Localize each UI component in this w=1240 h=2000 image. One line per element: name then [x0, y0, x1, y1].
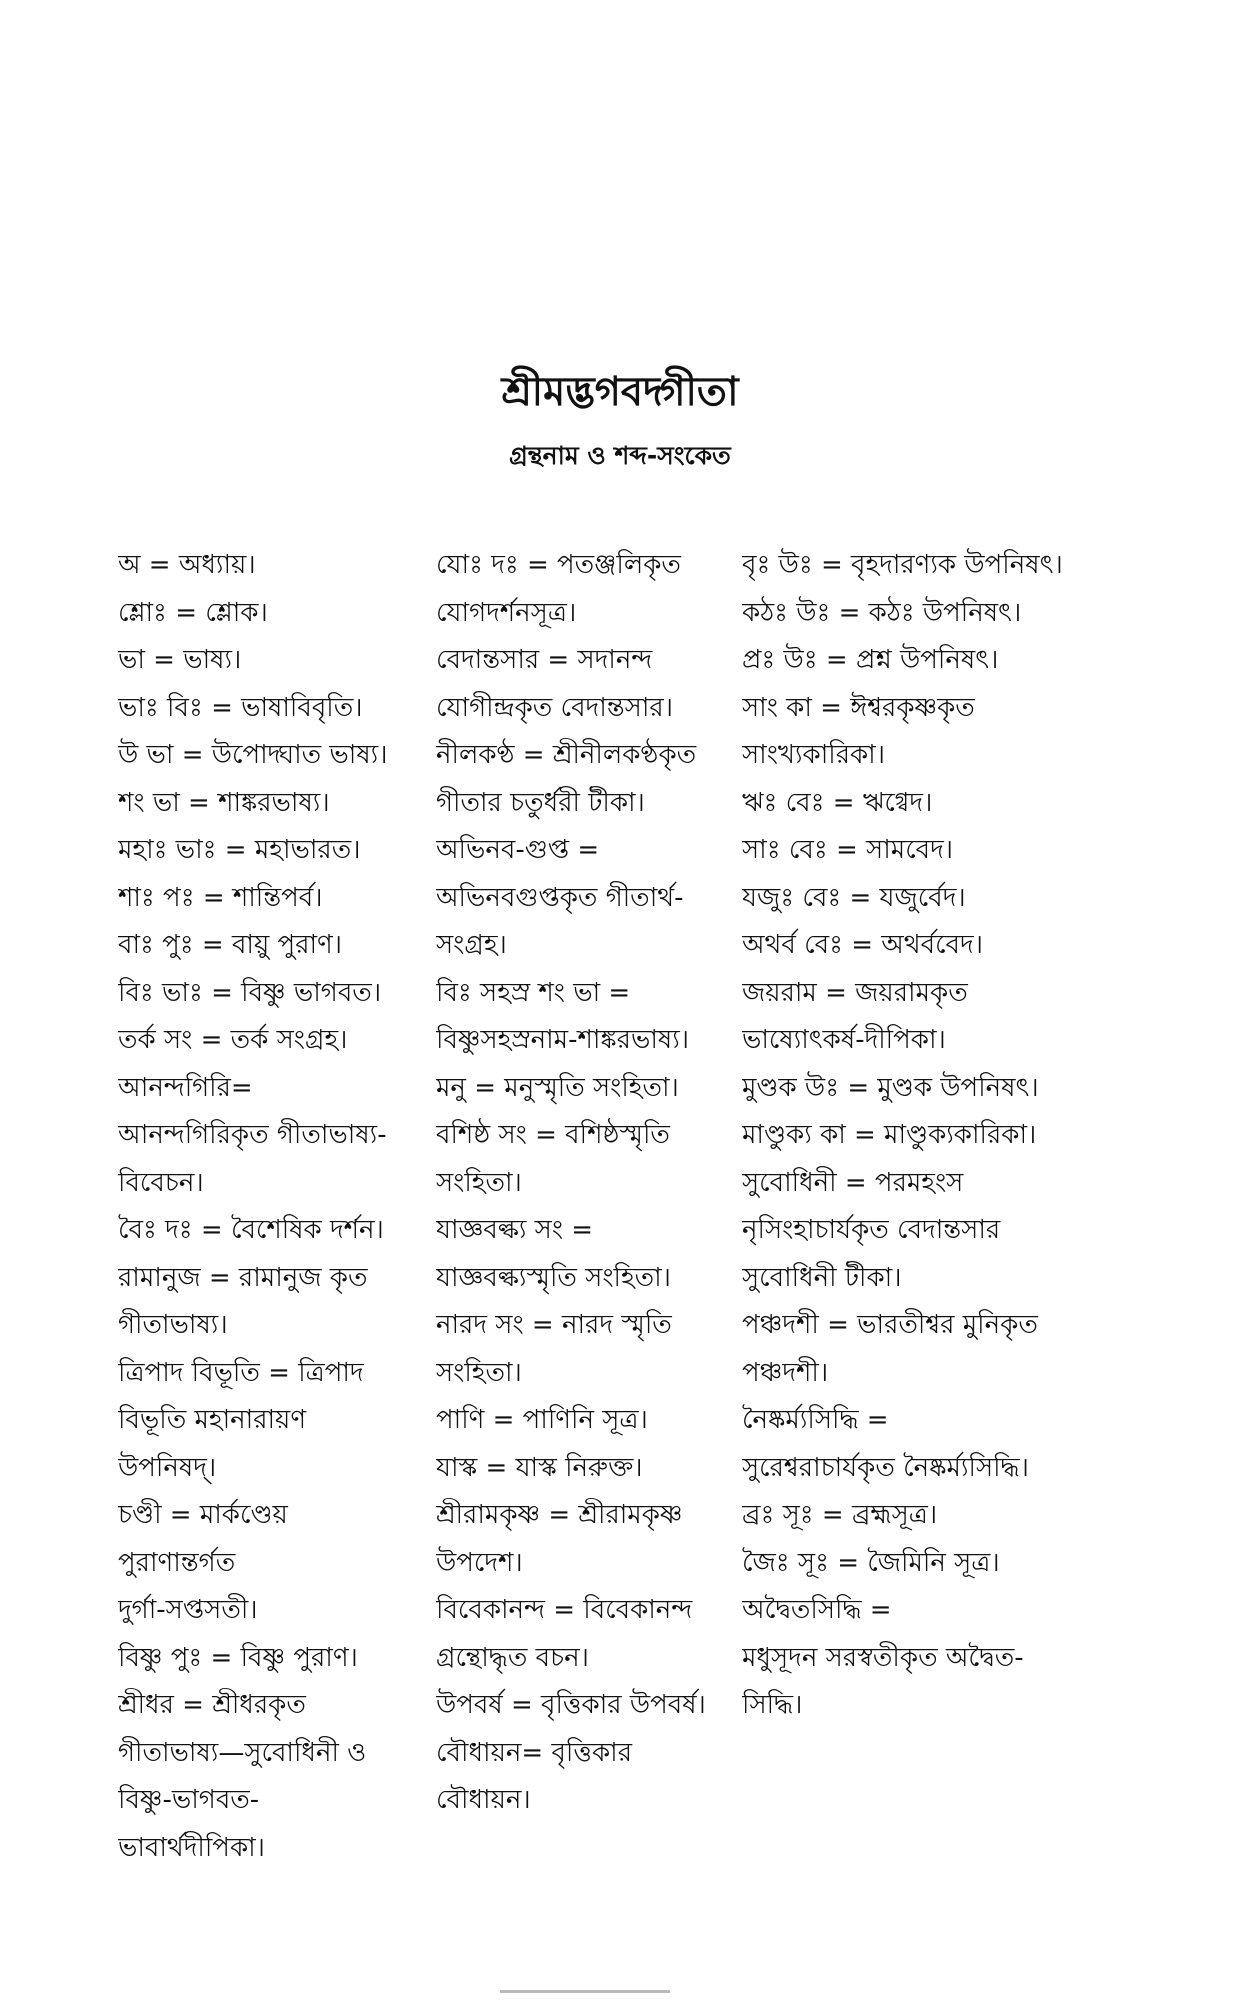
abbreviation-line: সুবোধিনী = পরমহংস — [742, 1167, 964, 1198]
abbreviation-line: বশিষ্ঠ সং = বশিষ্ঠস্মৃতি — [436, 1120, 670, 1150]
abbreviation-line: উপদেশ। — [436, 1547, 523, 1578]
abbreviation-line: নৈষ্কর্ম্যসিদ্ধি = — [742, 1405, 889, 1435]
abbreviation-line: বিবেকানন্দ = বিবেকানন্দ — [436, 1595, 693, 1625]
abbreviation-line: যোগদর্শনসূত্র। — [436, 597, 577, 628]
abbreviation-line: বিষ্ণু-ভাগবত- — [118, 1785, 260, 1815]
abbreviation-line: মহাঃ ভাঃ = মহাভারত। — [118, 835, 361, 865]
abbreviation-column-3 — [742, 542, 1122, 1730]
abbreviation-line: উ ভা = উপোদ্ঘাত ভাষ্য। — [118, 740, 388, 770]
abbreviation-line: উপনিষদ্। — [118, 1452, 217, 1483]
abbreviation-line: শং ভা = শাঙ্করভাষ্য। — [118, 787, 330, 818]
abbreviation-line: যজুঃ বেঃ = যজুর্বেদ। — [742, 882, 966, 913]
abbreviation-line: মধুসূদন সরস্বতীকৃত অদ্বৈত- — [742, 1642, 1024, 1673]
abbreviation-line: চণ্ডী = মার্কণ্ডেয় — [118, 1500, 288, 1530]
abbreviation-line: সংগ্রহ। — [436, 930, 507, 960]
abbreviation-line: বাঃ পুঃ = বায়ু পুরাণ। — [118, 930, 343, 960]
abbreviation-line: শাঃ পঃ = শান্তিপর্ব। — [118, 882, 323, 913]
abbreviation-line: ব্রঃ সূঃ = ব্রহ্মসূত্র। — [742, 1500, 938, 1530]
abbreviation-line: যাস্ক = যাস্ক নিরুক্ত। — [436, 1452, 643, 1483]
abbreviation-line: বিষ্ণুসহস্রনাম-শাঙ্করভাষ্য। — [436, 1025, 690, 1055]
page-subtitle: গ্রন্থনাম ও শব্দ-সংকেত — [509, 441, 731, 470]
abbreviation-column-2 — [436, 542, 748, 1825]
abbreviation-line: নৃসিংহাচার্যকৃত বেদান্তসার — [742, 1215, 1001, 1245]
abbreviation-line: পঞ্চদশী। — [742, 1357, 829, 1388]
abbreviation-line: বিষ্ণু পুঃ = বিষ্ণু পুরাণ। — [118, 1642, 358, 1673]
abbreviation-line: বিভূতি মহানারায়ণ — [118, 1405, 307, 1435]
abbreviation-line: আনন্দগিরিকৃত গীতাভাষ্য- — [118, 1120, 387, 1150]
abbreviation-line: যাজ্ঞবল্ক্যস্মৃতি সংহিতা। — [436, 1262, 671, 1293]
abbreviation-line: বৈঃ দঃ = বৈশেষিক দর্শন। — [118, 1215, 384, 1245]
abbreviation-line: মুণ্ডক উঃ = মুণ্ডক উপনিষৎ। — [742, 1072, 1039, 1103]
abbreviation-line: ত্রিপাদ বিভূতি = ত্রিপাদ — [118, 1357, 364, 1388]
abbreviation-line: অভিনব-গুপ্ত = — [436, 835, 600, 865]
abbreviation-line: গীতাভাষ্য—সুবোধিনী ও — [118, 1737, 367, 1768]
abbreviation-line: নারদ সং = নারদ স্মৃতি — [436, 1310, 672, 1340]
abbreviation-line: সাংখ্যকারিকা। — [742, 740, 886, 770]
abbreviation-line: ঋঃ বেঃ = ঋগ্বেদ। — [742, 787, 933, 818]
abbreviation-line: মাণ্ডুক্য কা = মাণ্ডুক্যকারিকা। — [742, 1120, 1037, 1150]
abbreviation-line: দুর্গা-সপ্তসতী। — [118, 1595, 258, 1625]
abbreviation-line: সুরেশ্বরাচার্যকৃত নৈষ্কর্ম্যসিদ্ধি। — [742, 1452, 1029, 1483]
abbreviation-line: গীতার চতুর্ধরী টীকা। — [436, 787, 645, 818]
abbreviation-line: পুরাণান্তর্গত — [118, 1547, 236, 1578]
abbreviation-line: অভিনবগুপ্তকৃত গীতার্থ- — [436, 882, 684, 913]
abbreviation-line: অ = অধ্যায়। — [118, 550, 256, 580]
abbreviation-line: বিঃ ভাঃ = বিষ্ণু ভাগবত। — [118, 977, 382, 1008]
abbreviation-line: ভাবার্থদীপিকা। — [118, 1832, 265, 1863]
abbreviation-line: যোগীন্দ্রকৃত বেদান্তসার। — [436, 692, 673, 723]
abbreviation-line: শ্রীরামকৃষ্ণ = শ্রীরামকৃষ্ণ — [436, 1500, 683, 1530]
abbreviation-line: উপবর্ষ = বৃত্তিকার উপবর্ষ। — [436, 1690, 706, 1720]
abbreviation-line: যাজ্ঞবল্ক্য সং = — [436, 1215, 594, 1245]
abbreviation-line: শ্লোঃ = শ্লোক। — [118, 597, 268, 628]
abbreviation-line: নীলকণ্ঠ = শ্রীনীলকণ্ঠকৃত — [436, 740, 697, 770]
abbreviation-line: বেদান্তসার = সদানন্দ — [436, 645, 653, 675]
abbreviation-line: পাণি = পাণিনি সূত্র। — [436, 1405, 648, 1435]
abbreviation-line: বৌধায়ন। — [436, 1785, 531, 1815]
abbreviation-line: জয়রাম = জয়রামকৃত — [742, 977, 968, 1008]
abbreviation-line: সংহিতা। — [436, 1167, 522, 1198]
abbreviation-line: অথর্ব বেঃ = অথর্ববেদ। — [742, 930, 983, 960]
abbreviation-line: সাঃ বেঃ = সামবেদ। — [742, 835, 954, 865]
abbreviation-line: গীতাভাষ্য। — [118, 1310, 228, 1340]
page-title: শ্রীমদ্ভগবদ্গীতা — [501, 369, 739, 415]
abbreviation-line: জৈঃ সূঃ = জৈমিনি সূত্র। — [742, 1547, 1000, 1578]
abbreviation-line: সাং কা = ঈশ্বরকৃষ্ণকৃত — [742, 692, 975, 723]
abbreviation-line: গ্রন্থোদ্ধৃত বচন। — [436, 1642, 589, 1673]
abbreviation-line: মনু = মনুস্মৃতি সংহিতা। — [436, 1072, 679, 1103]
abbreviation-line: ভাঃ বিঃ = ভাষাবিবৃতি। — [118, 692, 363, 723]
abbreviation-line: ভা = ভাষ্য। — [118, 645, 242, 675]
abbreviation-column-1 — [118, 542, 436, 1872]
abbreviation-line: বিবেচন। — [118, 1167, 204, 1198]
abbreviation-line: কঠঃ উঃ = কঠঃ উপনিষৎ। — [742, 597, 1022, 628]
abbreviation-line: শ্রীধর = শ্রীধরকৃত — [118, 1690, 306, 1720]
abbreviation-line: প্রঃ উঃ = প্রশ্ন উপনিষৎ। — [742, 645, 999, 675]
abbreviation-line: অদ্বৈতসিদ্ধি = — [742, 1595, 892, 1625]
abbreviation-line: সুবোধিনী টীকা। — [742, 1262, 902, 1293]
abbreviation-line: পঞ্চদশী = ভারতীশ্বর মুনিকৃত — [742, 1310, 1038, 1340]
abbreviation-line: আনন্দগিরি= — [118, 1072, 253, 1103]
footer-rule — [500, 1990, 670, 1993]
abbreviation-line: বিঃ সহস্র শং ভা = — [436, 977, 631, 1008]
abbreviation-line: রামানুজ = রামানুজ কৃত — [118, 1262, 368, 1293]
abbreviation-line: ভাষ্যোৎকর্ষ-দীপিকা। — [742, 1025, 946, 1055]
abbreviation-line: তর্ক সং = তর্ক সংগ্রহ। — [118, 1025, 348, 1055]
abbreviation-line: সংহিতা। — [436, 1357, 522, 1388]
abbreviation-line: বৃঃ উঃ = বৃহদারণ্যক উপনিষৎ। — [742, 550, 1063, 580]
abbreviation-line: সিদ্ধি। — [742, 1690, 803, 1720]
abbreviation-line: বৌধায়ন= বৃত্তিকার — [436, 1737, 632, 1768]
abbreviation-line: যোঃ দঃ = পতঞ্জলিকৃত — [436, 550, 681, 580]
